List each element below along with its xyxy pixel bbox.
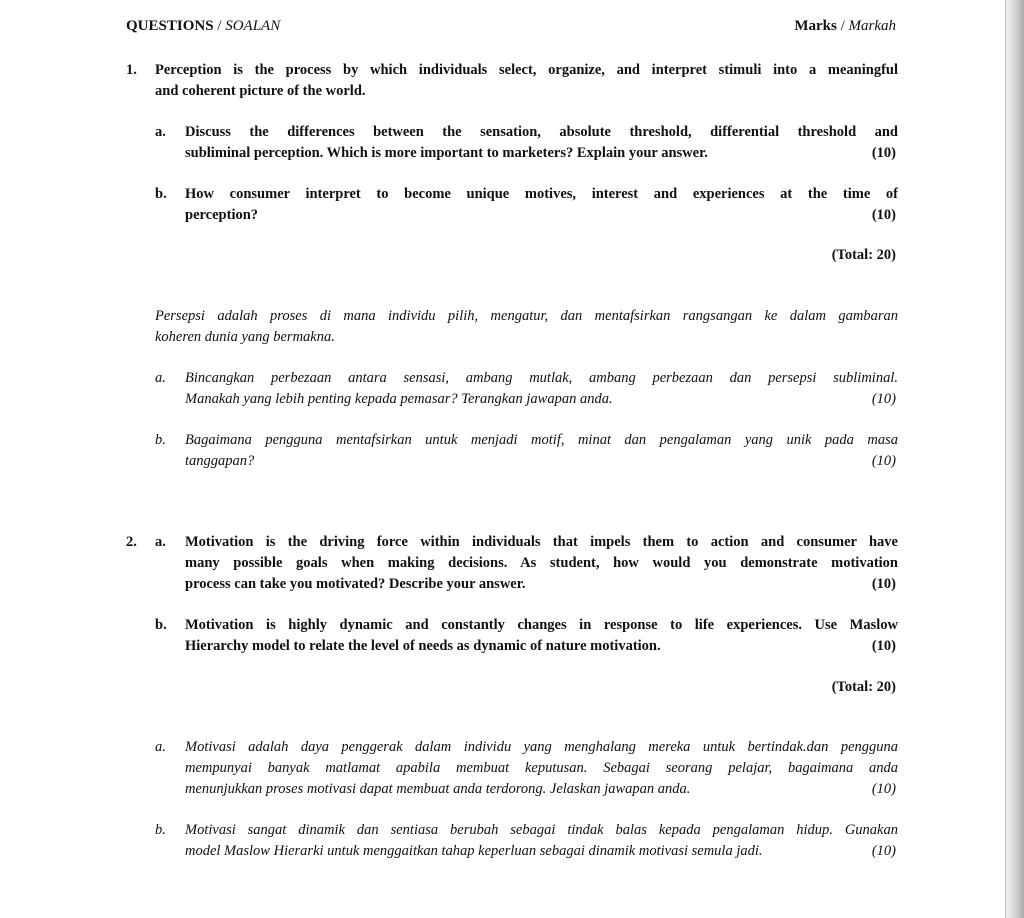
marks-ms: Markah [848,18,896,34]
q1-stem-line1: Perception is the process by which individuals select, organize, and interpret stimuli into a meaningful [155,62,898,78]
marks-separator: / [840,18,845,34]
q1-ms-stem-line1: Persepsi adalah proses di mana individu pilih, mengatur, dan mentafsirkan rangsangan ke dalam gambaran [155,308,898,324]
q1b-ms-marks: (10) [871,453,896,469]
q2b-ms-label: b. [155,822,166,838]
q1a-line2: subliminal perception. Which is more important to marketers? Explain your answer. [185,145,708,161]
q1b-ms-line1: Bagaimana pengguna mentafsirkan untuk menjadi motif, minat dan pengalaman yang unik pada masa [185,432,898,448]
q1b-line1: How consumer interpret to become unique motives, interest and experiences at the time of [185,186,898,202]
q2b-line2: Hierarchy model to relate the level of needs as dynamic of nature motivation. [185,638,661,654]
q2a-marks: (10) [871,576,896,592]
q1a-ms-marks: (10) [871,391,896,407]
q1a-ms-line2: Manakah yang lebih penting kepada pemasar? Terangkan jawapan anda. [185,391,613,407]
q2b-ms-marks: (10) [871,843,896,859]
q2b-ms-line1: Motivasi sangat dinamik dan sentiasa berubah sebagai tindak balas kepada pengalaman hidup. Gunakan [185,822,898,838]
marks-en: Marks [794,18,837,34]
q1-number: 1. [126,62,137,78]
questions-heading [126,18,280,35]
q2b-ms-line2: model Maslow Hierarki untuk menggaitkan tahap keperluan sebagai dinamik motivasi semula jadi. [185,843,763,859]
q2a-line3: process can take you motivated? Describe your answer. [185,576,526,592]
questions-en: QUESTIONS [126,18,214,34]
q2-total: (Total: 20) [831,679,896,695]
marks-heading [794,18,896,35]
q2a-ms-marks: (10) [871,781,896,797]
page-header [126,18,896,35]
q2a-line2: many possible goals when making decisions. As student, how would you demonstrate motivation [185,555,898,571]
q1-total: (Total: 20) [831,247,896,263]
q2a-ms-label: a. [155,739,166,755]
q2a-line1: Motivation is the driving force within individuals that impels them to action and consumer have [185,534,898,550]
q2b-line1: Motivation is highly dynamic and constantly changes in response to life experiences. Use Maslow [185,617,898,633]
q2a-ms-line2: mempunyai banyak matlamat apabila membuat keputusan. Sebagai seorang pelajar, bagaimana anda [185,760,898,776]
q2a-ms-line1: Motivasi adalah daya penggerak dalam individu yang menghalang mereka untuk bertindak.dan pengguna [185,739,898,755]
q1b-ms-line2: tanggapan? [185,453,255,469]
heading-separator: / [217,18,222,34]
q2a-ms-line3: menunjukkan proses motivasi dapat membuat anda terdorong. Jelaskan jawapan anda. [185,781,691,797]
q1b-ms-label: b. [155,432,166,448]
page-edge-shadow [1006,0,1024,918]
q1b-line2: perception? [185,207,259,223]
questions-ms: SOALAN [225,18,281,34]
q2b-label: b. [155,617,167,633]
q1-stem-line2: and coherent picture of the world. [155,83,366,99]
q1b-label: b. [155,186,167,202]
q1-ms-stem-line2: koheren dunia yang bermakna. [155,329,335,345]
q2b-marks: (10) [871,638,896,654]
q2-number: 2. [126,534,137,550]
q2a-label: a. [155,534,166,550]
q1a-marks: (10) [871,145,896,161]
q1a-label: a. [155,124,166,140]
q1a-ms-label: a. [155,370,166,386]
q1b-marks: (10) [871,207,896,223]
q1a-line1: Discuss the differences between the sensation, absolute threshold, differential threshold and [185,124,898,140]
q1a-ms-line1: Bincangkan perbezaan antara sensasi, ambang mutlak, ambang perbezaan dan persepsi subliminal. [185,370,898,386]
